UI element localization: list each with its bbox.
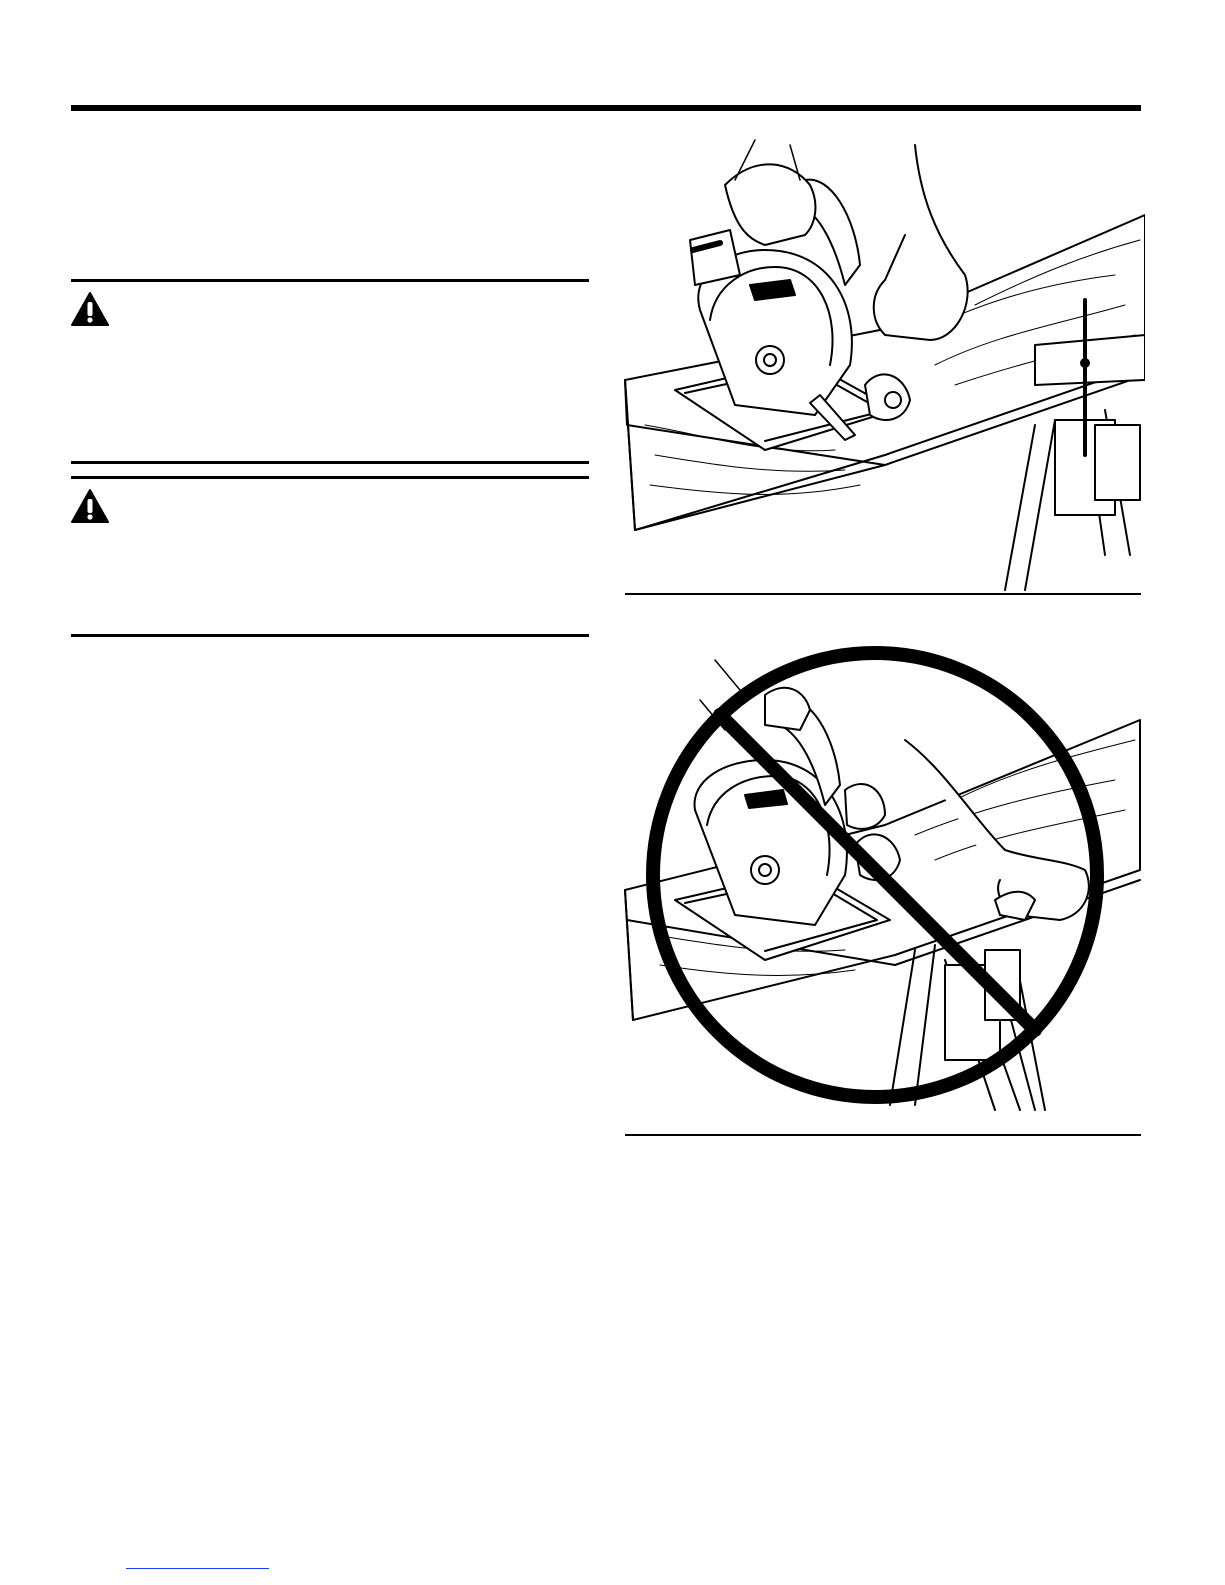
header-rule — [71, 105, 1141, 111]
warning-triangle-icon — [70, 488, 110, 524]
warning-triangle-icon — [70, 291, 110, 327]
warning-2-top-rule-b — [71, 476, 589, 479]
footer-link[interactable] — [126, 1568, 269, 1569]
incorrect-cut-illustration — [615, 620, 1145, 1120]
correct-cut-illustration — [615, 135, 1145, 595]
figure-1-rule — [625, 593, 1141, 595]
figure-2-rule — [625, 1134, 1141, 1136]
warning-2-bottom-rule — [71, 634, 589, 637]
warning-2-top-rule-a — [71, 461, 589, 464]
warning-1-top-rule — [71, 279, 589, 282]
